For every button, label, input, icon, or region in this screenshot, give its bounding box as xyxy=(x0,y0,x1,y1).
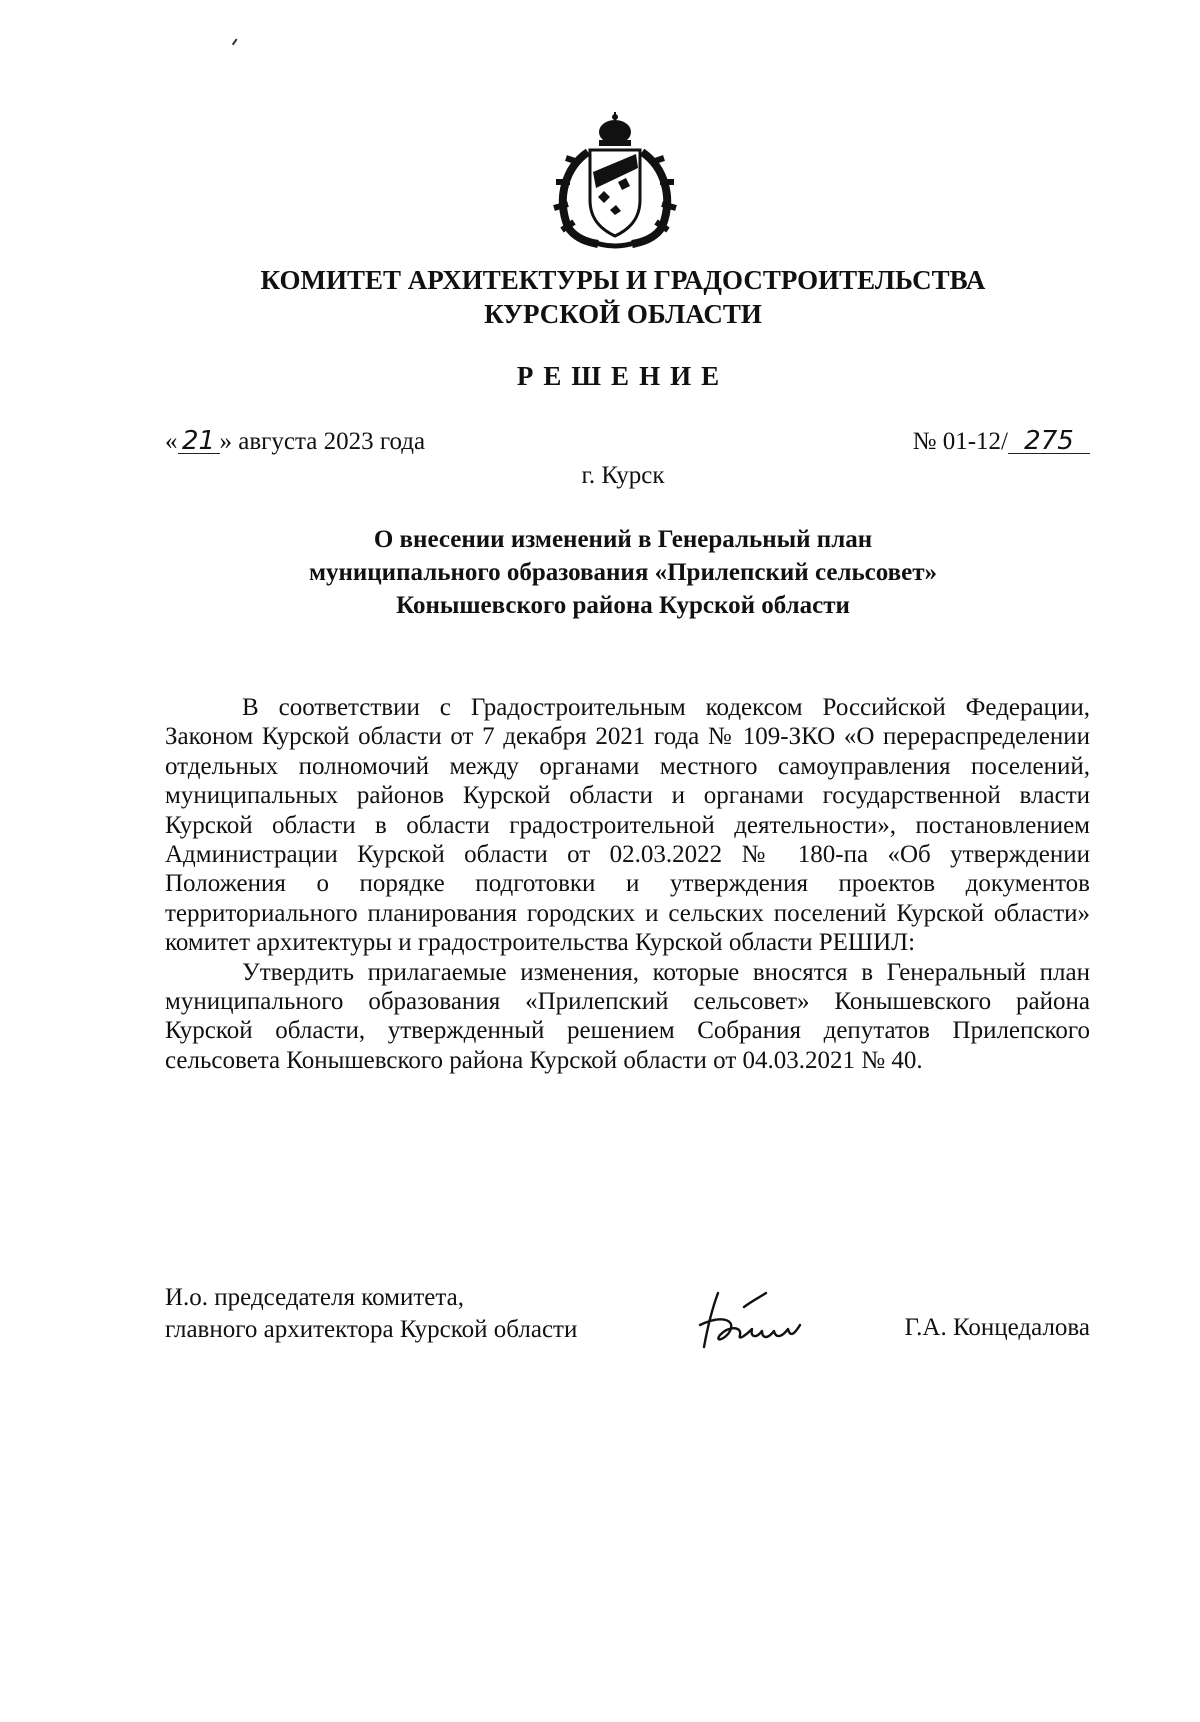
title-line2: муниципального образования «Прилепский сельсовет» xyxy=(308,559,938,586)
body-paragraph-1: В соответствии с Градостроительным кодексом Российской Федерации, Законом Курской области от 7 декабря 2021 года № 109-ЗКО «О перераспределении отдельных полномочий между органами местного самоуправления поселений, муниципальных районов Курской области и органами государственной власти Курской области в области градостроительной деятельности», постановлением Администрации Курской области от 02.03.2022 № 180-па «Об утверждении Положения о порядке подготовки и утверждения проектов документов территориального планирования городских и сельских поселений Курской области» комитет архитектуры и градостроительства Курской области РЕШИЛ: xyxy=(165,694,1090,957)
organization-name-line2: КУРСКОЙ ОБЛАСТИ xyxy=(484,299,762,329)
body-paragraph-2: Утвердить прилагаемые изменения, которые вносятся в Генеральный план муниципального образования «Прилепский сельсовет» Конышевского района Курской области, утвержденный решением Собрания депутатов Прилепского сельсовета Конышевского района Курской области от 04.03.2021 № 40. xyxy=(165,958,1090,1074)
number-prefix: № 01-12/ xyxy=(912,428,1008,455)
title-line1: О внесении изменений в Генеральный план xyxy=(373,526,873,553)
title-line3: Конышевского района Курской области xyxy=(396,592,850,619)
date-day-handwritten: 21 xyxy=(178,429,220,454)
organization-name xyxy=(160,263,1086,331)
signer-role-line1: И.о. председателя комитета, xyxy=(165,1284,464,1311)
number-handwritten: 275 xyxy=(1008,429,1090,454)
date-open-quote: « xyxy=(165,428,178,455)
signer-role-line2: главного архитектора Курской области xyxy=(165,1316,578,1343)
signer-name: Г.А. Концедалова xyxy=(904,1314,1090,1341)
organization-name-line1: КОМИТЕТ АРХИТЕКТУРЫ И ГРАДОСТРОИТЕЛЬСТВА xyxy=(260,265,986,295)
document-date xyxy=(165,428,425,456)
date-rest: » августа 2023 года xyxy=(219,428,426,455)
document-number xyxy=(913,428,1090,456)
signature-icon xyxy=(690,1285,830,1355)
document-title xyxy=(160,523,1086,622)
document-type: РЕШЕНИЕ xyxy=(516,361,730,391)
document-body xyxy=(165,693,1090,1075)
coat-of-arms-icon xyxy=(548,112,682,250)
signer-role xyxy=(165,1282,577,1346)
document-city: г. Курск xyxy=(581,462,665,489)
stray-mark xyxy=(232,38,237,45)
